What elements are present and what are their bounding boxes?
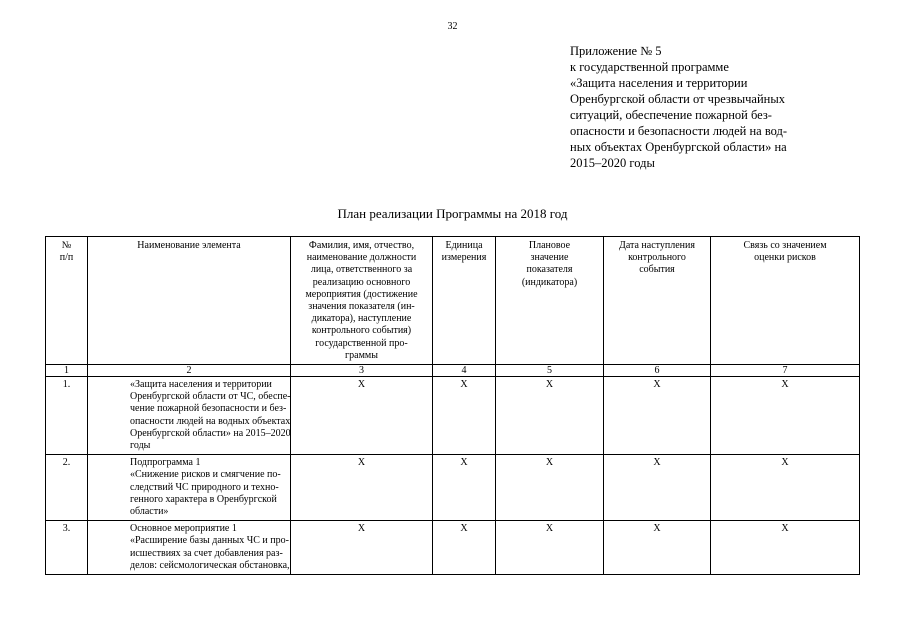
cell-planned-value: X: [496, 455, 604, 521]
header-event-date: [604, 237, 711, 365]
appendix-line: «Защита населения и территории: [570, 76, 748, 90]
plan-table: [45, 236, 860, 575]
cell-unit: X: [433, 521, 496, 575]
cell-event-date: X: [604, 455, 711, 521]
header-line: реализацию основного: [312, 276, 411, 288]
column-number-row: [46, 365, 860, 377]
name-line: Подпрограмма 1: [130, 457, 201, 469]
column-number: 7: [711, 365, 860, 377]
cell-responsible: X: [291, 377, 433, 455]
name-line: «Расширение базы данных ЧС и про-: [130, 535, 289, 547]
header-line: контрольного события): [311, 325, 412, 337]
element-name: [88, 455, 291, 521]
name-line: «Снижение рисков и смягчение по-: [130, 469, 281, 481]
appendix-line: к государственной программе: [570, 60, 729, 74]
table-row: [46, 377, 860, 455]
table-row: [46, 455, 860, 521]
header-unit: [433, 237, 496, 365]
appendix-line: ных объектах Оренбургской области» на: [570, 140, 787, 154]
column-number: 6: [604, 365, 711, 377]
cell-risk-link: X: [711, 521, 860, 575]
header-number: [46, 237, 88, 365]
header-line: события: [639, 264, 675, 276]
cell-unit: X: [433, 377, 496, 455]
header-line: государственной про-: [315, 337, 408, 349]
plan-title: План реализации Программы на 2018 год: [337, 206, 568, 221]
appendix-line: Приложение № 5: [570, 44, 662, 58]
name-line: исшествиях за счет добавления раз-: [130, 547, 283, 559]
cell-event-date: X: [604, 377, 711, 455]
row-number: 3.: [46, 521, 88, 575]
header-element-name: [88, 237, 291, 365]
header-line: п/п: [59, 252, 74, 264]
page-bottom-margin: [0, 596, 905, 640]
name-line: области»: [130, 506, 169, 518]
header-line: Связь со значением: [743, 240, 827, 251]
header-line: Плановое: [528, 240, 571, 251]
header-planned-value: [496, 237, 604, 365]
header-line: наименование должности: [306, 252, 417, 264]
cell-unit: X: [433, 455, 496, 521]
appendix-line: Оренбургской области от чрезвычайных: [570, 92, 785, 106]
header-line: граммы: [345, 349, 378, 361]
page-number: 32: [447, 21, 458, 32]
appendix-line: ситуаций, обеспечение пожарной без-: [570, 108, 772, 122]
cell-responsible: X: [291, 521, 433, 575]
header-line: значение: [530, 252, 569, 264]
column-number: 1: [46, 365, 88, 377]
name-line: годы: [130, 440, 151, 452]
cell-planned-value: X: [496, 377, 604, 455]
name-line: Оренбургской области от ЧС, обеспе-: [130, 391, 291, 403]
cell-responsible: X: [291, 455, 433, 521]
header-line: показателя: [526, 264, 573, 276]
header-line: дикатора), наступление: [311, 313, 412, 325]
cell-risk-link: X: [711, 377, 860, 455]
appendix-line: 2015–2020 годы: [570, 156, 655, 170]
header-line: оценки рисков: [754, 252, 816, 264]
appendix-line: опасности и безопасности людей на вод-: [570, 124, 788, 138]
cell-event-date: X: [604, 521, 711, 575]
header-line: лица, ответственного за: [310, 264, 413, 276]
header-line: (индикатора): [521, 276, 578, 288]
header-line: Дата наступления: [619, 240, 695, 251]
column-number: 4: [433, 365, 496, 377]
name-line: делов: сейсмологическая обстановка,: [130, 559, 290, 571]
header-line: Наименование элемента: [137, 240, 241, 251]
row-number: 2.: [46, 455, 88, 521]
header-line: значения показателя (ин-: [308, 301, 415, 313]
header-line: измерения: [441, 252, 487, 264]
header-line: №: [61, 240, 72, 251]
column-number: 2: [88, 365, 291, 377]
column-number: 3: [291, 365, 433, 377]
name-line: генного характера в Оренбургской: [130, 493, 277, 505]
row-number: 1.: [46, 377, 88, 455]
header-line: мероприятия (достижение: [305, 288, 418, 300]
header-row: [46, 237, 860, 365]
header-responsible: [291, 237, 433, 365]
name-line: опасности людей на водных объектах: [130, 415, 291, 427]
header-line: Единица: [445, 240, 483, 251]
cell-risk-link: X: [711, 455, 860, 521]
element-name: [88, 521, 291, 575]
cell-planned-value: X: [496, 521, 604, 575]
name-line: «Защита населения и территории: [130, 379, 272, 391]
header-line: контрольного: [628, 252, 686, 264]
name-line: чение пожарной безопасности и без-: [130, 403, 287, 415]
column-number: 5: [496, 365, 604, 377]
element-name: [88, 377, 291, 455]
name-line: Оренбургской области» на 2015–2020: [130, 427, 291, 439]
appendix-heading: [570, 43, 870, 171]
name-line: следствий ЧС природного и техно-: [130, 481, 279, 493]
table-row: [46, 521, 860, 575]
header-line: Фамилия, имя, отчество,: [308, 240, 415, 251]
name-line: Основное мероприятие 1: [130, 523, 237, 535]
header-risk-link: [711, 237, 860, 365]
